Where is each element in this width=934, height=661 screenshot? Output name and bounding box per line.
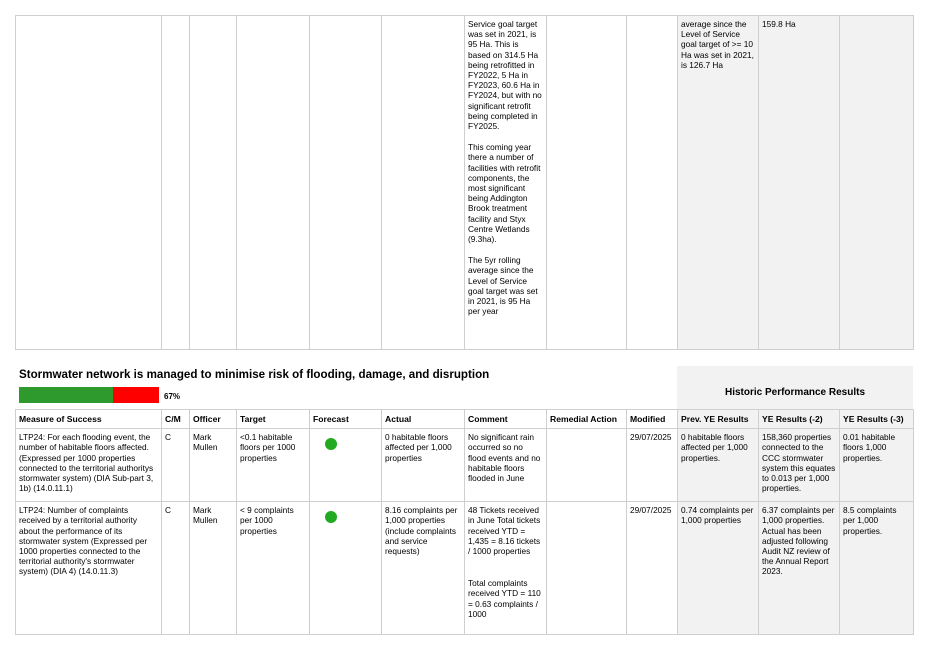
officer-cell: Mark Mullen xyxy=(190,429,237,502)
comment-cell: No significant rain occurred so no flood events and no habitable floors flooded in June xyxy=(465,429,547,502)
comment-paragraph: Service goal target was set in 2021, is 95 Ha. This is based on 314.5 Ha being retrofitted in FY2022, 5 Ha in FY2023, 60.6 Ha in FY2024, but with no significant retrofit being completed in FY2025. xyxy=(468,19,542,132)
comment-cell xyxy=(465,16,547,350)
historic-header xyxy=(677,366,913,409)
col-cm: C/M xyxy=(162,410,190,429)
ye3-cell: 0.01 habitable floors 1,000 properties. xyxy=(840,429,914,502)
officer-cell: Mark Mullen xyxy=(190,502,237,635)
col-ye2: YE Results (-2) xyxy=(759,410,840,429)
remedial-cell xyxy=(547,502,627,635)
target-cell: <0.1 habitable floors per 1000 properties xyxy=(237,429,310,502)
target-cell: < 9 complaints per 1000 properties xyxy=(237,502,310,635)
prev-ye-cell: 0.74 complaints per 1,000 properties xyxy=(678,502,759,635)
measure-cell xyxy=(16,16,162,350)
progress-remaining xyxy=(113,387,159,403)
remedial-cell xyxy=(547,16,627,350)
col-forecast: Forecast xyxy=(310,410,382,429)
section-title: Stormwater network is managed to minimise risk of flooding, damage, and disruption xyxy=(19,368,490,381)
modified-cell: 29/07/2025 xyxy=(627,502,678,635)
col-modified: Modified xyxy=(627,410,678,429)
comment-paragraph: This coming year there a number of facilities with retrofit components, the most significant being Addington Brook treatment facility and Styx Centre Wetlands (9.3ha). xyxy=(468,142,541,245)
prev-ye-cell: 0 habitable floors affected per 1,000 properties. xyxy=(678,429,759,502)
col-prev-ye: Prev. YE Results xyxy=(678,410,759,429)
cm-cell xyxy=(162,16,190,350)
remedial-cell xyxy=(547,429,627,502)
forecast-status-icon xyxy=(325,511,337,523)
table-row xyxy=(16,502,914,635)
comment-paragraph: The 5yr rolling average since the Level of Service goal target was set in 2021, is 95 Ha per year xyxy=(468,255,538,317)
ye2-cell: 159.8 Ha xyxy=(759,16,840,350)
measure-cell: LTP24: For each flooding event, the number of habitable floors affected. (Expressed per 1000 properties connected to the territorial authoritys stormwater system) (DIA Sub-part 3, 1b) (14.0.11.1) xyxy=(16,429,162,502)
forecast-cell xyxy=(310,502,382,635)
col-actual: Actual xyxy=(382,410,465,429)
col-measure: Measure of Success xyxy=(16,410,162,429)
table-row xyxy=(16,16,914,350)
cm-cell: C xyxy=(162,429,190,502)
col-target: Target xyxy=(237,410,310,429)
comment-paragraph: 48 Tickets received in June Total tickets received YTD = 1,435 = 8.16 tickets / 1000 properties xyxy=(468,505,541,557)
actual-cell: 0 habitable floors affected per 1,000 properties xyxy=(382,429,465,502)
comment-paragraph: Total complaints received YTD = 110 = 0.63 complaints / 1000 xyxy=(468,578,541,619)
progress-bar xyxy=(19,387,159,403)
forecast-cell xyxy=(310,429,382,502)
col-officer: Officer xyxy=(190,410,237,429)
col-comment: Comment xyxy=(465,410,547,429)
continued-table xyxy=(15,15,914,350)
measures-table xyxy=(15,409,914,635)
modified-cell xyxy=(627,16,678,350)
progress-achieved xyxy=(19,387,113,403)
historic-title: Historic Performance Results xyxy=(724,387,866,398)
cm-cell: C xyxy=(162,502,190,635)
measure-cell: LTP24: Number of complaints received by a territorial authority about the performance of its stormwater system (Expressed per 1000 properties connected to the territorial authority's stormwater system) (DIA 4) (14.0.11.3) xyxy=(16,502,162,635)
progress-label: 67% xyxy=(164,392,181,401)
comment-cell xyxy=(465,502,547,635)
ye2-cell: 158,360 properties connected to the CCC stormwater system this equates to 0.013 per 1,000 properties. xyxy=(759,429,840,502)
actual-cell: 8.16 complaints per 1,000 properties (include complaints and service requests) xyxy=(382,502,465,635)
ye3-cell: 8.5 complaints per 1,000 properties. xyxy=(840,502,914,635)
officer-cell xyxy=(190,16,237,350)
target-cell xyxy=(237,16,310,350)
modified-cell: 29/07/2025 xyxy=(627,429,678,502)
header-row xyxy=(16,410,914,429)
col-remedial: Remedial Action xyxy=(547,410,627,429)
col-ye3: YE Results (-3) xyxy=(840,410,914,429)
forecast-cell xyxy=(310,16,382,350)
prev-ye-cell: average since the Level of Service goal target of >= 10 Ha was set in 2021, is 126.7 Ha xyxy=(678,16,759,350)
ye3-cell xyxy=(840,16,914,350)
actual-cell xyxy=(382,16,465,350)
forecast-status-icon xyxy=(325,438,337,450)
ye2-cell: 6.37 complaints per 1,000 properties. Actual has been adjusted following Audit NZ review of the Annual Report 2023. xyxy=(759,502,840,635)
table-row xyxy=(16,429,914,502)
